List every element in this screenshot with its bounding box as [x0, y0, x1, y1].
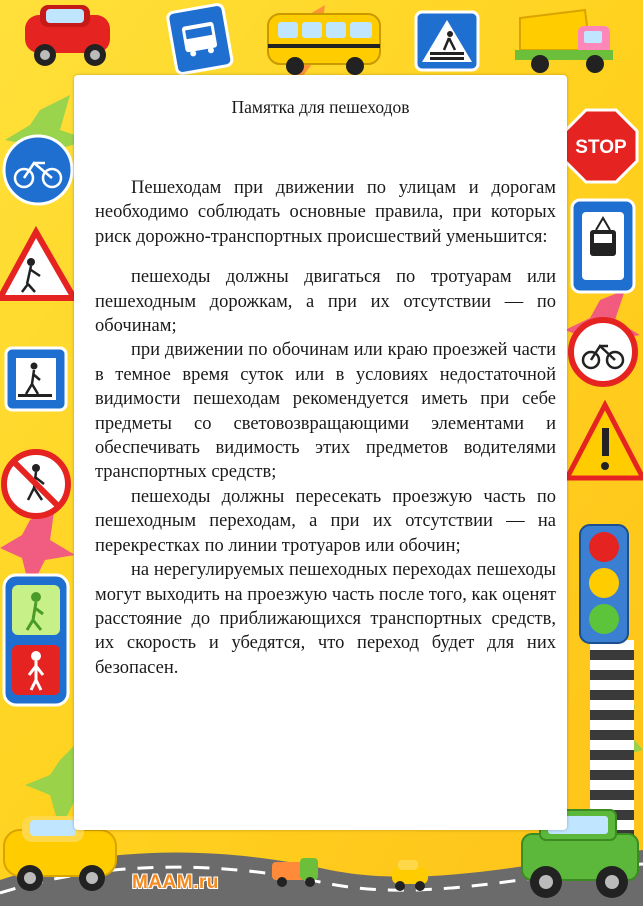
watermark-logo: MAAM.ru: [132, 872, 219, 893]
rule-paragraph: при движении по обочинам или краю проезжей части в темное время суток или в условиях недостаточной видимости пешеходам рекомендуется иметь при себе предметы со световозвращающими элементами и обеспечивать видимость этих предметов водителями транспортных средств;: [95, 340, 556, 483]
pedestrian-traffic-light-icon: [4, 575, 68, 705]
rule-paragraph: пешеходы должны пересекать проезжую часть по пешеходным переходам, а при их отсутствии — на перекрестках по линии тротуаров или обочин;: [95, 486, 556, 556]
no-pedestrians-sign-icon: [4, 452, 68, 516]
rule-paragraph: на нерегулируемых пешеходных переходах пешеходы могут выходить на проезжую часть после того, как оценят расстояние до приближающихся транспортных средств, их скорость и убедятся, что переход будет для них безопасен.: [95, 560, 556, 678]
pedestrian-crossing-sign-icon: [6, 348, 66, 410]
rule-paragraph: пешеходы должны двигаться по тротуарам или пешеходным дорожкам, а при их отсутствии — по обочинам;: [95, 267, 556, 337]
document-body: [95, 176, 556, 680]
bicycle-sign-icon: [4, 136, 72, 204]
page-title: Памятка для пешеходов: [231, 97, 410, 117]
stop-sign-label: STOP: [575, 137, 627, 158]
no-bicycle-sign-icon: [571, 320, 635, 384]
traffic-light-icon: [580, 525, 628, 643]
intro-paragraph: Пешеходам при движении по улицам и дорогам необходимо соблюдать основные правила, при которых риск дорожно-транспортных происшествий уменьшится:: [95, 178, 556, 247]
stop-sign-icon: [565, 110, 637, 182]
crosswalk-sign-icon: [416, 12, 478, 70]
tram-sign-icon: [572, 200, 634, 292]
bus-sign-icon: [167, 4, 233, 75]
